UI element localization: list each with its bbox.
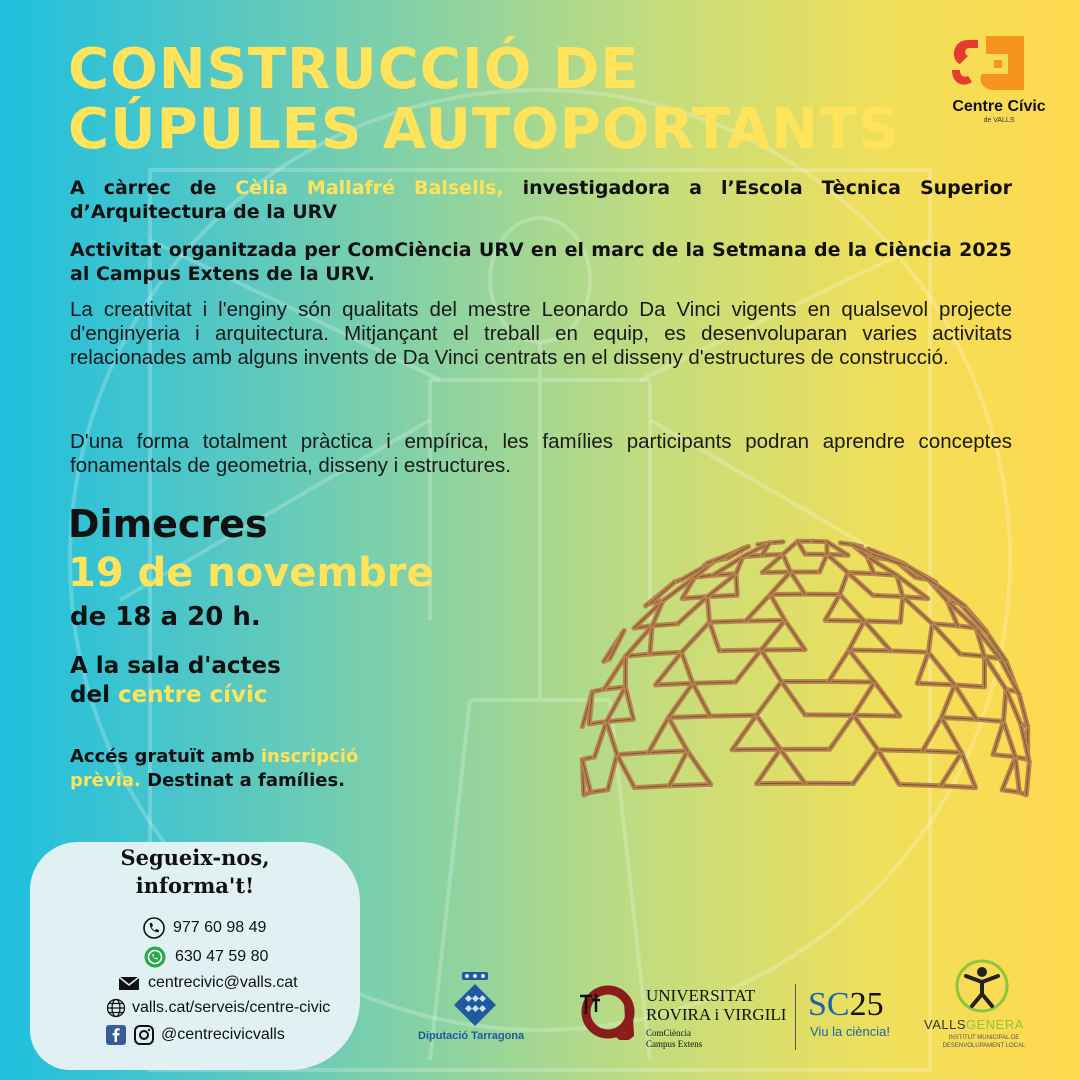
contact-title-line-1: Segueix-nos, [120, 845, 270, 870]
whatsapp-row[interactable] [143, 945, 268, 969]
dome-strut-shadow [648, 717, 668, 752]
dome-strut-shadow [962, 753, 976, 788]
dome-strut-shadow [669, 751, 687, 786]
urv-line-4: Campus Extens [646, 1039, 703, 1049]
dome-strut-shadow [932, 624, 960, 654]
speaker-prefix: A càrrec de [70, 177, 236, 199]
dome-strut-shadow [849, 621, 864, 650]
dome-strut-shadow [781, 682, 805, 715]
vallsgenera-name-a: VALLS [924, 1017, 967, 1032]
wooden-dome-image [555, 495, 1035, 955]
dome-strut-shadow [682, 652, 693, 683]
dome-strut-shadow [682, 622, 710, 652]
dome-strut-shadow [917, 652, 928, 683]
dome-strut-shadow [941, 753, 962, 786]
dome-strut-shadow [854, 682, 875, 715]
dome-strut-shadow [625, 687, 633, 719]
dome-strut-shadow [756, 715, 780, 749]
vallsgenera-sub: INSTITUT MUNICIPAL DE DESENVOLUPAMENT LOCAL [942, 1035, 1026, 1049]
dome-strut-shadow [853, 750, 878, 784]
dome-strut-shadow [864, 621, 891, 651]
dome-strut-shadow [854, 715, 878, 750]
dome-strut-shadow [668, 683, 692, 717]
event-day: Dimecres [68, 502, 268, 546]
diputacio-tarragona-logo [452, 972, 498, 1028]
dome-strut-shadow [668, 717, 687, 750]
page-title [68, 37, 928, 162]
instagram-icon[interactable] [133, 1024, 155, 1046]
dome-strut-shadow [735, 650, 761, 682]
dome-strut-shadow [617, 755, 634, 788]
sc25-tagline: Viu la ciència! [810, 1024, 890, 1039]
urv-logo [570, 982, 642, 1040]
email-address: centrecivic@valls.cat [148, 974, 298, 991]
dome-strut-shadow [732, 749, 780, 750]
sc25-logo [808, 986, 884, 1024]
place-prefix: del [70, 682, 118, 708]
phone-row[interactable] [143, 917, 266, 939]
dome-strut-shadow [757, 749, 781, 783]
urv-name-line-1: UNIVERSITAT [646, 986, 756, 1005]
description-paragraph-1: La creativitat i l'enginy són qualitats del mestre Leonardo Da Vinci vigents en qualsevol projecte d'enginyeria i arquitectura. Mitjançant el treball en equip, es desenvoluparan varies activitats relacionades amb alguns invents de Da Vinci centrats en el disseny d'estructures de construcció. [70, 298, 1012, 369]
dome-strut-shadow [849, 650, 875, 682]
event-place [70, 652, 281, 710]
place-line-1: A la sala d'actes [70, 653, 281, 679]
dome-strut-shadow [746, 594, 770, 621]
event-date: 19 de novembre [68, 550, 434, 596]
access-suffix: Destinat a famílies. [140, 770, 346, 791]
description-paragraph-2: D'una forma totalment pràctica i empírica, les famílies participants podran aprendre conceptes fonamentals de geometria, disseny i estructures. [70, 430, 1012, 477]
phone-number: 977 60 98 49 [173, 919, 267, 936]
place-line-2 [70, 681, 281, 710]
event-time: de 18 a 20 h. [70, 602, 261, 632]
mail-icon [118, 975, 140, 991]
urv-name-line-2: ROVIRA i VIRGILI [646, 1005, 787, 1024]
dome-strut-shadow [1002, 757, 1015, 790]
dome-strut-shadow [710, 622, 720, 651]
dome-strut-shadow [829, 650, 849, 682]
dome-strut-shadow [875, 682, 900, 716]
footer-divider [795, 984, 796, 1050]
dome-strut-shadow [687, 751, 710, 784]
centre-civic-logo-sub: de VALLS [983, 117, 1015, 124]
urv-line-3: ComCiència [646, 1028, 691, 1038]
dome-strut-shadow [923, 717, 942, 750]
contact-card-title [30, 844, 360, 900]
dome-strut-shadow [785, 620, 805, 649]
dome-strut-shadow [955, 685, 977, 719]
sc25-number: 25 [849, 986, 884, 1023]
speaker-line [70, 176, 1012, 224]
dome-strut-shadow [825, 620, 864, 621]
contact-title-line-2: informa't! [135, 873, 255, 898]
access-prefix: Accés gratuït amb [70, 746, 261, 767]
urv-name [646, 986, 786, 1024]
phone-icon [143, 917, 165, 939]
title-line-1: CONSTRUCCIÓ DE [68, 37, 640, 102]
dome-strut-shadow [655, 652, 681, 685]
place-highlight: centre cívic [117, 682, 268, 708]
dome-strut-shadow [608, 755, 617, 790]
dome-strut-shadow [840, 594, 864, 621]
title-line-2: CÚPULES AUTOPORTANTS [68, 97, 900, 162]
dome-strut-shadow [732, 715, 756, 750]
vallsgenera-name [924, 1017, 1024, 1032]
dome-strut-shadow [840, 573, 848, 595]
dome-strut-shadow [761, 620, 785, 650]
speaker-suffix: investigadora a l’Escola Tècnica Superior d’Arquitectura de la URV [70, 177, 1012, 223]
vallsgenera-logo [952, 958, 1012, 1016]
vallsgenera-name-b: GENERA [966, 1017, 1024, 1032]
social-row[interactable] [105, 1024, 285, 1046]
dome-strut-shadow [607, 687, 626, 722]
whatsapp-number: 630 47 59 80 [175, 948, 269, 965]
organizer-line: Activitat organitzada per ComCiència URV en el marc de la Setmana de la Ciència 2025 al Campus Extens de la URV. [70, 239, 1012, 285]
registration-link[interactable]: inscripció prèvia. [70, 746, 359, 791]
dome-strut-shadow [825, 594, 840, 620]
dome-strut-shadow [746, 620, 785, 621]
dome-strut-shadow [761, 650, 781, 682]
dome-strut-shadow [770, 594, 785, 620]
diputacio-tarragona-name: Diputació Tarragona [418, 1030, 525, 1042]
dome-strut-shadow [607, 721, 617, 754]
dome-strut-shadow [878, 750, 899, 785]
dome-strut-shadow [829, 682, 875, 683]
dome-strut-shadow [1003, 721, 1015, 756]
access-info [70, 745, 430, 793]
dome-strut-shadow [942, 717, 962, 752]
globe-icon [106, 998, 126, 1018]
email-row[interactable] [118, 974, 298, 992]
dome-strut-shadow [791, 572, 805, 594]
dome-strut-shadow [942, 685, 955, 718]
centre-civic-logo-name: Centre Cívic [952, 98, 1046, 115]
website-url: valls.cat/serveis/centre-civic [132, 999, 331, 1016]
dome-strut-shadow [693, 683, 710, 716]
urv-comciencia [646, 1028, 702, 1050]
dome-strut-shadow [780, 749, 805, 783]
dome-strut-shadow [928, 652, 954, 685]
social-handle: @centrecivicvalls [161, 1026, 285, 1043]
dome-strut-shadow [756, 682, 781, 716]
dome-strut-shadow [993, 721, 1003, 754]
speaker-name: Cèlia Mallafré Balsells, [235, 177, 504, 199]
dome-strut-shadow [595, 721, 607, 756]
facebook-icon[interactable] [105, 1024, 127, 1046]
dome-strut-shadow [830, 715, 854, 749]
web-row[interactable] [106, 998, 330, 1018]
sc25-letters: SC [808, 986, 850, 1023]
dome-strut-shadow [770, 572, 790, 594]
whatsapp-icon [143, 945, 167, 969]
